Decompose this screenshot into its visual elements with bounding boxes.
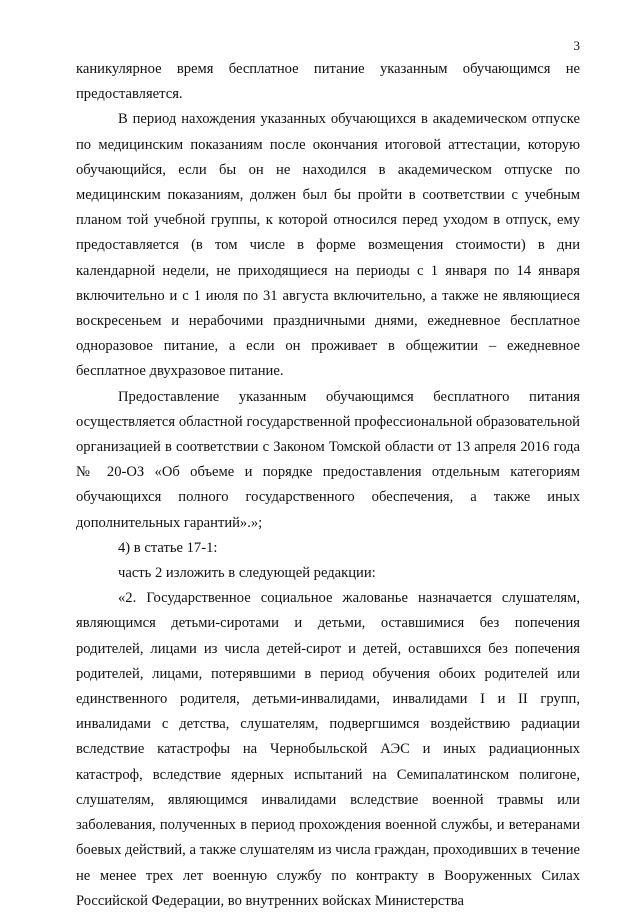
paragraph-social-allowance: «2. Государственное социальное жалованье назначается слушателям, являющимся детьми-сиротами и детьми, оставшимися без попечения родителей, лицами из числа детей-сирот и детей, оставшихся без попечения родителей, лицами, потерявшими в период обучения обоих родителей или единственного родителя, детьми-инвалидами, инвалидами I и II групп, инвалидами с детства, слушателям, подвергшимся воздействию радиации вследствие катастрофы на Чернобыльской АЭС и иных радиационных катастроф, вследствие ядерных испытаний на Семипалатинском полигоне, слушателям, являющимся инвалидами вследствие военной травмы или заболевания, полученных в период прохождения военной службы, и ветеранами боевых действий, а также слушателям из числа граждан, проходивших в течение не менее трех лет военную службу по контракту в Вооруженных Силах Российской Федерации, во внутренних войсках Министерства: [76, 590, 580, 909]
paragraph-amendment-item: 4) в статье 17-1:: [118, 539, 218, 556]
paragraph-amendment-instruction: часть 2 изложить в следующей редакции:: [118, 565, 376, 582]
paragraph-continuation: каникулярное время бесплатное питание указанным обучающимся не предоставляется.: [76, 61, 580, 103]
paragraph-meal-provision: Предоставление указанным обучающимся бесплатного питания осуществляется областной государственной профессиональной образовательной организацией в соответствии с Законом Томской области от 13 апреля 2016 года № 20-ОЗ «Об объеме и порядке предоставления отдельным категориям обучающихся полного государственного обеспечения, а также иных дополнительных гарантий».»;: [76, 388, 580, 531]
paragraph-academic-leave: В период нахождения указанных обучающихся в академическом отпуске по медицинским показаниям после окончания итоговой аттестации, которую обучающийся, если бы он не находился в академическом отпуске по медицинским показаниям, должен был бы пройти в соответствии с учебным планом той учебной группы, к которой относился перед уходом в отпуск, ему предоставляется (в том числе в форме возмещения стоимости) в дни календарной недели, не приходящиеся на периоды с 1 января по 14 января включительно и с 1 июля по 31 августа включительно, а также не являющиеся воскресеньем и нерабочими праздничными днями, ежедневное бесплатное одноразовое питание, а если он проживает в общежитии – ежедневное бесплатное двухразовое питание.: [76, 111, 580, 380]
page-number: 3: [573, 38, 580, 53]
document-body: [76, 57, 580, 914]
